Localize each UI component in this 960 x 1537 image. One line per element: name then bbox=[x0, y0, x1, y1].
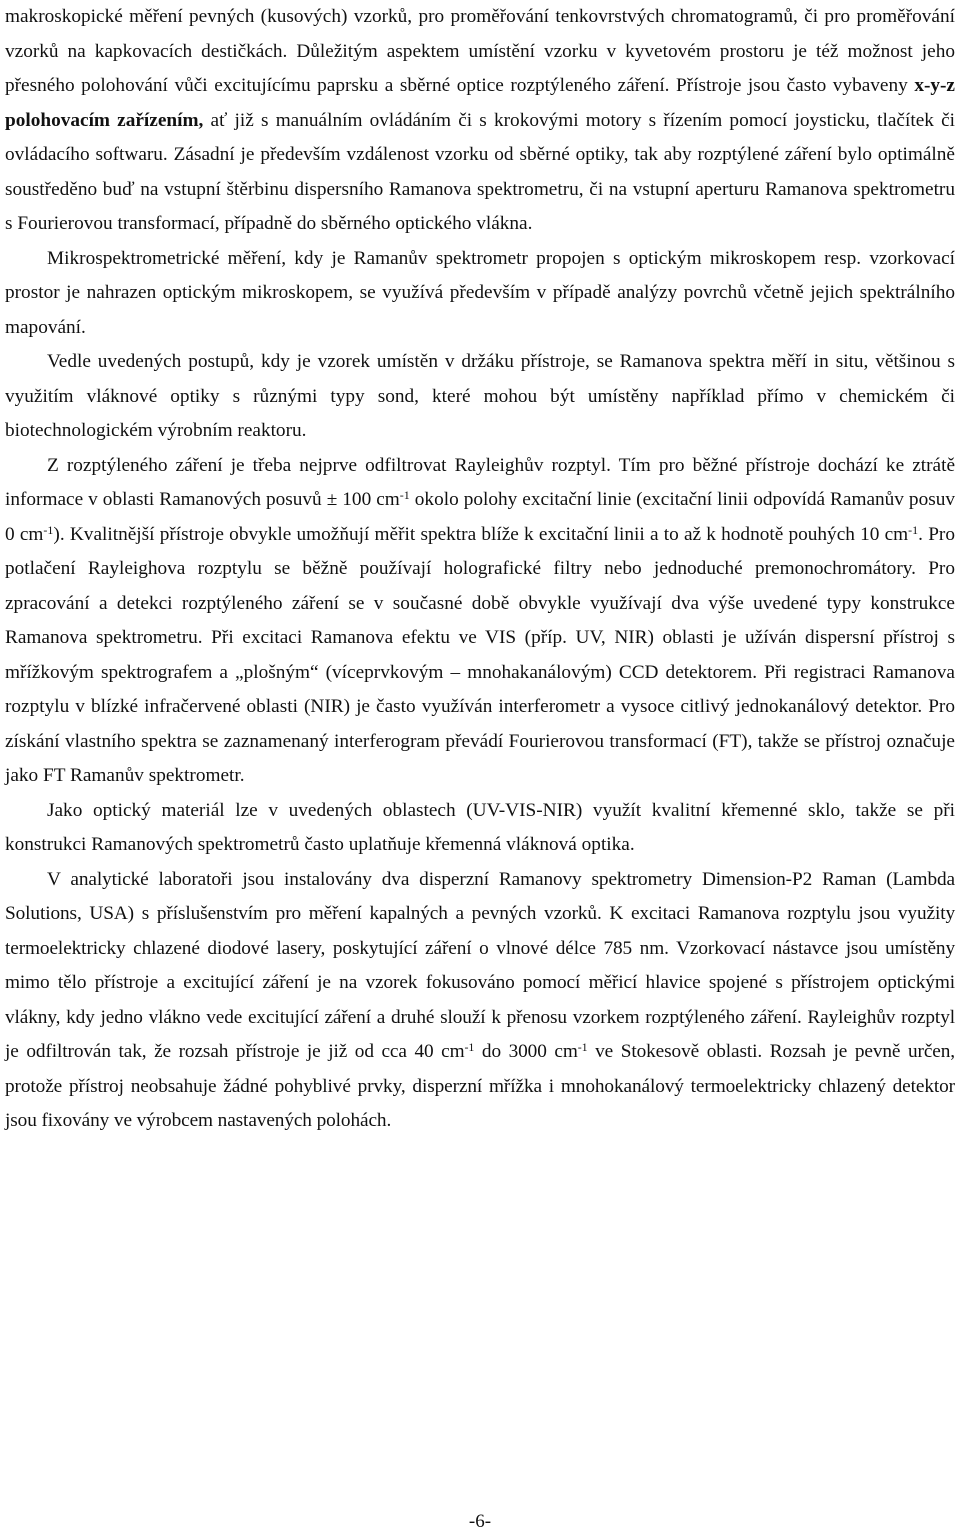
paragraph-text: okolo polohy excitační linie (excitační linii odpovídá Ramanův posuv 0 cm bbox=[5, 489, 955, 545]
paragraph-text: makroskopické měření pevných (kusových) vzorků, pro proměřování tenkovrstvých chromatogramů, či pro proměřování vzorků na kapkovacích destičkách. Důležitým aspektem umístění vzorku v kyvetovém prostoru je též možnost jeho přesného polohování vůči excitujícímu paprsku a sběrné optice rozptýleného záření. Přístroje jsou často vybaveny bbox=[5, 6, 955, 96]
paragraph-text: ve Stokesově oblasti. Rozsah je pevně určen, protože přístroj neobsahuje žádné pohyblivé prvky, disperzní mřížka i mnohokanálový termoelektricky chlazený detektor jsou fixovány ve výrobcem nastavených polohách. bbox=[5, 1041, 955, 1131]
paragraph-sample-positioning bbox=[5, 0, 955, 242]
paragraph-text: . Pro potlačení Rayleighova rozptylu se běžně používají holografické filtry nebo jednoduché premonochromátory. Pro zpracování a detekci rozptýleného záření se v současné době obvykle využívají dva výše uvedené typy konstrukce Ramanova spektrometru. Při excitaci Ramanova efektu ve VIS (příp. UV, NIR) oblasti je užíván dispersní přístroj s mřížkovým spektrografem a „plošným“ (víceprvkovým – mnohakanálovým) CCD detektorem. Při registraci Ramanova rozptylu v blízké infračervené oblasti (NIR) je často využíván interferometr a vysoce citlivý jednokanálový detektor. Pro získání vlastního spektra se zaznamenaný interferogram převádí Fourierovou transformací (FT), takže se přístroj označuje jako FT Ramanův spektrometr. bbox=[5, 523, 955, 786]
paragraph-text: ať již s manuálním ovládáním či s krokovými motory s řízením pomocí joysticku, tlačítek či ovládacího softwaru. Zásadní je především vzdálenost vzorku od sběrné optiky, tak aby rozptýlené záření bylo optimálně soustředěno buď na vstupní štěrbinu dispersního Ramanova spektrometru, či na vstupní aperturu Ramanova spektrometru s Fourierovou transformací, případně do sběrného optického vlákna. bbox=[5, 109, 955, 234]
paragraph-text: ). Kvalitnější přístroje obvykle umožňují měřit spektra blíže k excitační linii a to až k hodnotě pouhých 10 cm bbox=[53, 523, 909, 545]
paragraph-in-situ bbox=[5, 345, 955, 449]
bold-term: x-y-z polohovacím zařízením, bbox=[5, 75, 955, 131]
paragraph-microspectrometry bbox=[5, 242, 955, 346]
paragraph-rayleigh-filtering bbox=[5, 449, 955, 794]
paragraph-text: V analytické laboratoři jsou instalovány dva disperzní Ramanovy spektrometry Dimension-P2 Raman (Lambda Solutions, USA) s příslušenstvím pro měření kapalných a pevných vzorků. K excitaci Ramanova rozptylu jsou využity termoelektricky chlazené diodové lasery, poskytující záření o vlnové délce 785 nm. Vzorkovací nástavce jsou umístěny mimo tělo přístroje a excitující záření je na vzorek fokusováno pomocí měřicí hlavice spojené s přístrojem optickými vlákny, kdy jedno vlákno vede excitující záření a druhé slouží k přenosu vzorkem rozptýleného záření. Rayleighův rozptyl je odfiltrován tak, že rozsah přístroje je již od cca 40 cm bbox=[5, 868, 955, 1062]
paragraph-optical-material bbox=[5, 794, 955, 863]
superscript: -1 bbox=[577, 1040, 588, 1054]
paragraph-text: Jako optický materiál lze v uvedených oblastech (UV-VIS-NIR) využít kvalitní křemenné sklo, takže se při konstrukci Ramanových spektrometrů často uplatňuje křemenná vláknová optika. bbox=[5, 799, 955, 855]
paragraph-text: Z rozptýleného záření je třeba nejprve odfiltrovat Rayleighův rozptyl. Tím pro běžné přístroje dochází ke ztrátě informace v oblasti Ramanových posuvů ± 100 cm bbox=[5, 454, 955, 510]
paragraph-laboratory-instruments bbox=[5, 863, 955, 1139]
paragraph-text: do 3000 cm bbox=[474, 1041, 578, 1062]
superscript: -1 bbox=[399, 488, 410, 502]
paragraph-text: Mikrospektrometrické měření, kdy je Ramanův spektrometr propojen s optickým mikroskopem resp. vzorkovací prostor je nahrazen optickým mikroskopem, se využívá především v případě analýzy povrchů včetně jejich spektrálního mapování. bbox=[5, 247, 955, 338]
paragraph-text: Vedle uvedených postupů, kdy je vzorek umístěn v držáku přístroje, se Ramanova spektra měří in situ, většinou s využitím vláknové optiky s různými typy sond, které mohou být umístěny například přímo v chemickém či biotechnologickém výrobním reaktoru. bbox=[5, 351, 955, 441]
superscript: -1 bbox=[43, 522, 54, 537]
superscript: -1 bbox=[464, 1040, 475, 1054]
superscript: -1 bbox=[908, 522, 919, 537]
page-number: -6- bbox=[468, 1511, 492, 1532]
